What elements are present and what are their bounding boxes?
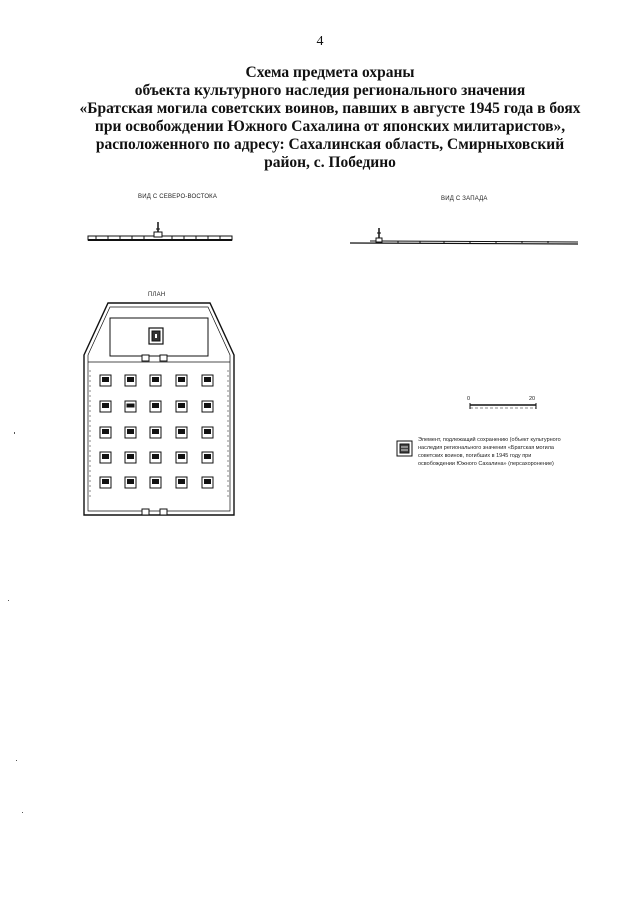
scale-end-label: 20 — [529, 396, 536, 402]
title-line: при освобождении Южного Сахалина от японских милитаристов», — [94, 118, 566, 135]
scale-bar — [470, 403, 536, 409]
site-plan — [84, 303, 234, 515]
title-line: «Братская могила советских воинов, павших в августе 1945 года в боях — [79, 100, 581, 117]
northeast-view-label: ВИД С СЕВЕРО-ВОСТОКА — [138, 194, 218, 200]
west-view-label: ВИД С ЗАПАДА — [441, 196, 488, 202]
scan-artifact — [8, 600, 9, 601]
legend-symbol — [397, 441, 412, 456]
scan-artifact — [16, 760, 17, 761]
legend-description: Элемент, подлежащий сохранению (объект культурного наследия регионального значения «Братская могила советских воинов, погибших в 1945 году при освобождении Южного Сахалина» (персахоронение) — [418, 437, 561, 467]
title-line: Схема предмета охраны — [245, 64, 415, 81]
scan-artifact — [14, 432, 15, 434]
west-elevation — [350, 228, 578, 244]
northeast-elevation — [88, 222, 232, 240]
plan-label: ПЛАН — [148, 292, 166, 298]
title-line: объекта культурного наследия регионального значения — [134, 82, 526, 99]
grave-markers — [100, 375, 213, 488]
scale-start-label: 0 — [467, 396, 471, 402]
page-number: 4 — [316, 34, 324, 49]
scan-artifact — [22, 812, 23, 813]
title-line: район, с. Победино — [264, 154, 396, 171]
title-line: расположенного по адресу: Сахалинская область, Смирныховский — [95, 136, 565, 153]
